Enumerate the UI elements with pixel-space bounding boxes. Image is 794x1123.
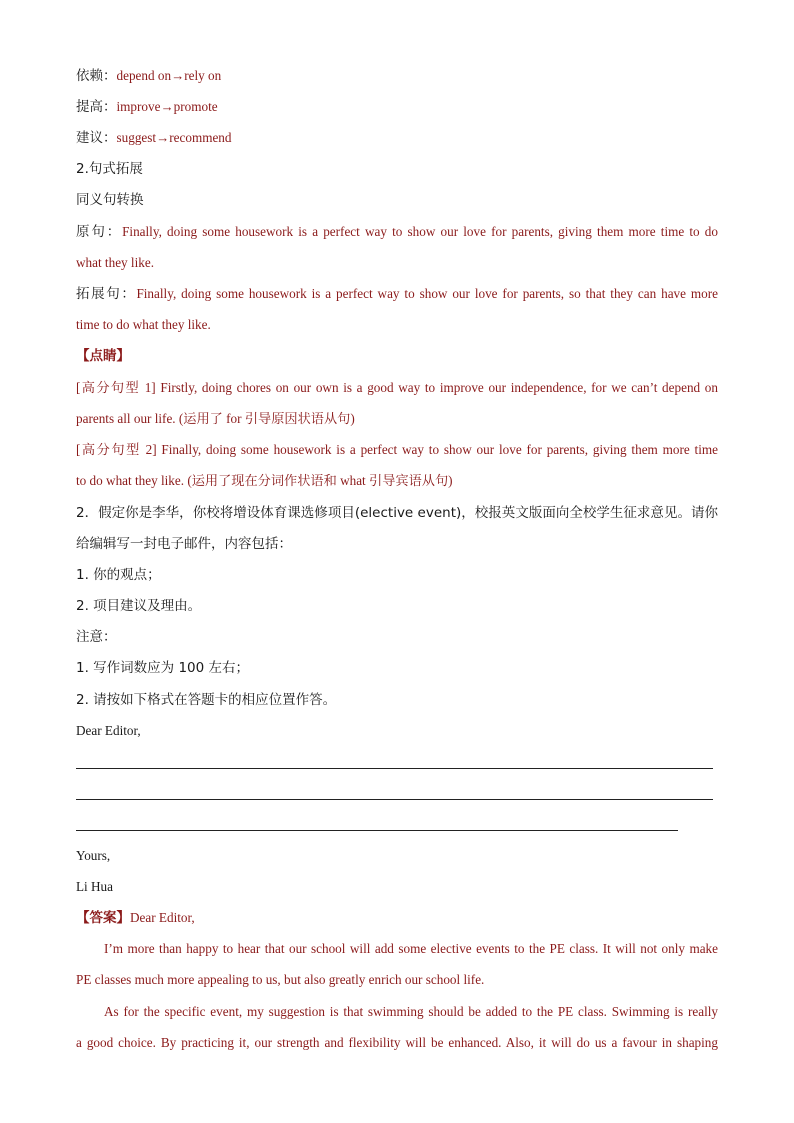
- answer-line-2: [76, 799, 713, 800]
- synonym-improve-label: 提高：: [76, 99, 117, 115]
- original-sentence-line1: [76, 224, 718, 240]
- synonym-suggest-text: suggest→recommend: [116, 130, 232, 145]
- answer-heading: [76, 910, 195, 926]
- synonym-suggest: [76, 130, 232, 146]
- original-label: 原句：: [76, 224, 123, 240]
- answer-p1-line2: PE classes much more appealing to us, but also greatly enrich our school life.: [76, 972, 485, 987]
- expanded-label: 拓展句：: [76, 286, 137, 302]
- note-label: 注意：: [76, 629, 117, 645]
- note1: 1. 写作词数应为 100 左右；: [76, 660, 250, 676]
- pattern2-line2: to do what they like. (运用了现在分词作状语和 what 引导宾语从句): [76, 473, 453, 488]
- synonym-improve-text: improve→promote: [116, 99, 218, 114]
- synonym-rely: [76, 68, 221, 84]
- section2-title: 2.句式拓展: [76, 161, 143, 177]
- answer-line-1: [76, 768, 713, 769]
- synonym-conversion-title: 同义句转换: [76, 192, 144, 208]
- answer-label: 【答案】: [76, 910, 130, 926]
- question-line1: 2．假定你是李华，你校将增设体育课选修项目(elective event)，校报英文版面向全校学生征求意见。请你: [76, 505, 718, 521]
- note2: 2. 请按如下格式在答题卡的相应位置作答。: [76, 692, 337, 708]
- answer-greeting: Dear Editor,: [130, 910, 195, 925]
- expanded-sentence-line1: [76, 286, 718, 302]
- question-item1: 1. 你的观点；: [76, 567, 161, 583]
- answer-line-3: [76, 830, 678, 831]
- pattern1-line2: parents all our life. (运用了 for 引导原因状语从句): [76, 411, 355, 426]
- pattern1-line1: [高分句型 1] Firstly, doing chores on our own is a good way to improve our independence, for we can’t depend on: [76, 380, 718, 395]
- letter-closing: Yours,: [76, 848, 111, 863]
- question-item2: 2. 项目建议及理由。: [76, 598, 202, 614]
- letter-signature: Li Hua: [76, 879, 113, 894]
- synonym-rely-label: 依赖：: [76, 68, 117, 84]
- letter-greeting: Dear Editor,: [76, 723, 141, 738]
- expanded-text: Finally, doing some housework is a perfect way to show our love for parents, so that they can have more: [136, 286, 718, 301]
- synonym-improve: [76, 99, 218, 115]
- dianjing-heading: 【点睛】: [76, 348, 130, 364]
- synonym-rely-text: depend on→rely on: [116, 68, 222, 83]
- original-text: Finally, doing some housework is a perfect way to show our love for parents, giving them more time to do: [122, 224, 718, 239]
- pattern2-line1: [高分句型 2] Finally, doing some housework is a perfect way to show our love for parents, giving them more time: [76, 442, 718, 457]
- answer-p2-line1: As for the specific event, my suggestion is that swimming should be added to the PE class. Swimming is really: [104, 1004, 718, 1019]
- original-sentence-line2: what they like.: [76, 255, 155, 270]
- answer-p1-line1: I’m more than happy to hear that our school will add some elective events to the PE class. It will not only make: [104, 941, 718, 956]
- question-line2: 给编辑写一封电子邮件，内容包括：: [76, 536, 292, 552]
- synonym-suggest-label: 建议：: [76, 130, 117, 146]
- expanded-sentence-line2: time to do what they like.: [76, 317, 211, 332]
- answer-p2-line2: a good choice. By practicing it, our strength and flexibility will be enhanced. Also, it will do us a favour in shaping: [76, 1035, 718, 1050]
